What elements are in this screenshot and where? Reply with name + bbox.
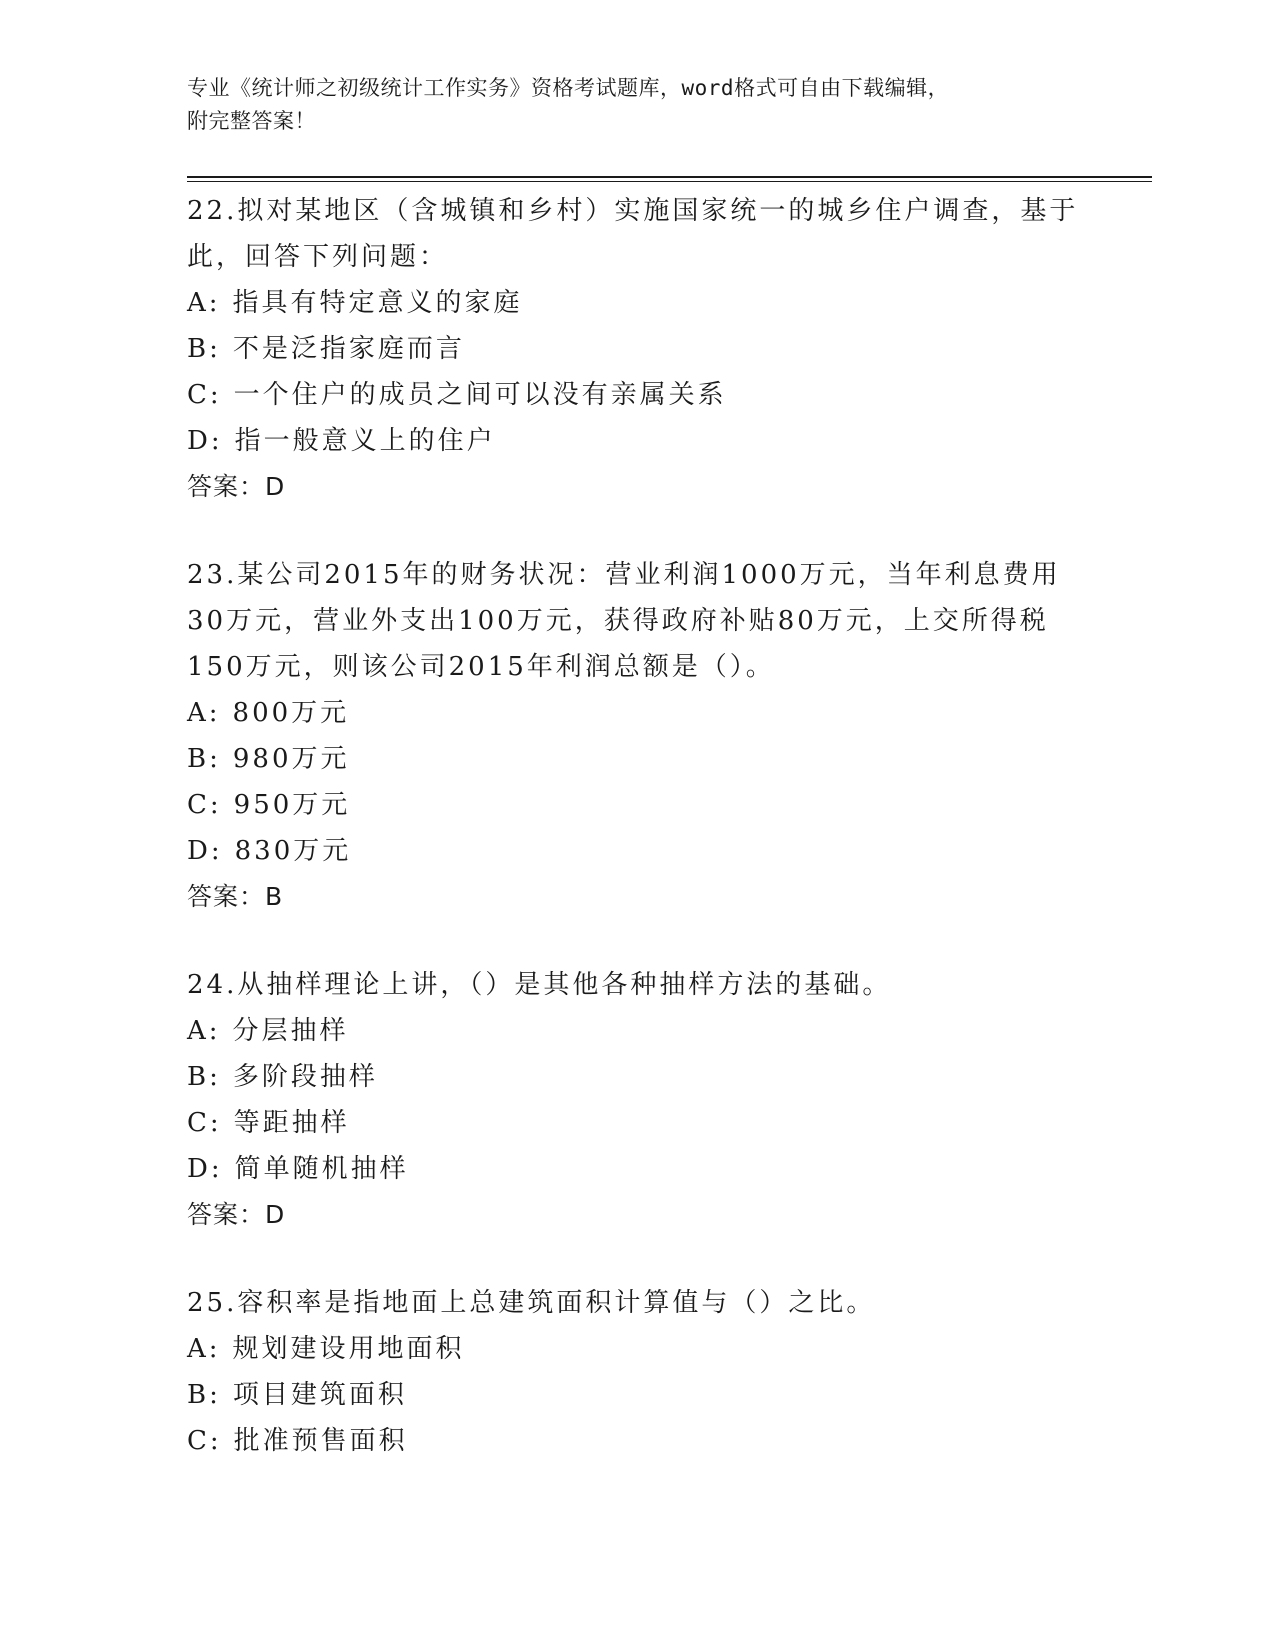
answer-line: 答案：D — [187, 472, 286, 501]
header-line-1: 专业《统计师之初级统计工作实务》资格考试题库，word格式可自由下载编辑， — [187, 76, 950, 100]
option-text: 分层抽样 — [232, 1016, 349, 1046]
option-text: 指一般意义上的住户 — [234, 426, 496, 456]
question-list — [187, 188, 1087, 1507]
option-text: 项目建筑面积 — [232, 1380, 407, 1410]
option-text: 950万元 — [233, 790, 351, 820]
option-c — [187, 1418, 1087, 1464]
question-stem: 22.拟对某地区（含城镇和乡村）实施国家统一的城乡住户调查，基于此，回答下列问题： — [187, 196, 1079, 272]
option-text: 多阶段抽样 — [232, 1062, 378, 1092]
option-key: A: — [187, 1016, 221, 1046]
option-c — [187, 1100, 1087, 1146]
option-c — [187, 372, 1087, 418]
question-stem: 25.容积率是指地面上总建筑面积计算值与（）之比。 — [187, 1288, 876, 1318]
question-25 — [187, 1280, 1087, 1464]
option-key: B: — [187, 744, 221, 774]
option-d — [187, 1146, 1087, 1192]
option-key: D: — [187, 1154, 223, 1184]
option-text: 一个住户的成员之间可以没有亲属关系 — [233, 380, 727, 410]
option-key: D: — [187, 426, 223, 456]
option-text: 800万元 — [232, 698, 350, 728]
answer-line: 答案：B — [187, 882, 284, 911]
option-text: 规划建设用地面积 — [232, 1334, 465, 1364]
option-a — [187, 690, 1087, 736]
option-b — [187, 326, 1087, 372]
option-text: 980万元 — [232, 744, 350, 774]
option-key: C: — [187, 1426, 222, 1456]
option-text: 批准预售面积 — [233, 1426, 408, 1456]
option-key: A: — [187, 288, 221, 318]
option-key: B: — [187, 334, 221, 364]
option-text: 指具有特定意义的家庭 — [232, 288, 523, 318]
option-key: C: — [187, 1108, 222, 1138]
answer-line: 答案：D — [187, 1200, 286, 1229]
option-a — [187, 1008, 1087, 1054]
option-b — [187, 736, 1087, 782]
header-divider-thick — [187, 176, 1152, 178]
document-header — [187, 72, 1067, 138]
question-stem: 24.从抽样理论上讲，（）是其他各种抽样方法的基础。 — [187, 970, 892, 1000]
question-23 — [187, 552, 1087, 919]
question-24 — [187, 962, 1087, 1237]
header-divider-thin — [187, 181, 1152, 182]
option-c — [187, 782, 1087, 828]
option-text: 简单随机抽样 — [234, 1154, 409, 1184]
option-key: C: — [187, 790, 222, 820]
question-stem: 23.某公司2015年的财务状况：营业利润1000万元，当年利息费用30万元，营业外支出100万元，获得政府补贴80万元，上交所得税150万元，则该公司2015年利润总额是（）。 — [187, 560, 1061, 682]
question-22 — [187, 188, 1087, 509]
option-b — [187, 1054, 1087, 1100]
option-a — [187, 280, 1087, 326]
option-d — [187, 828, 1087, 874]
option-key: B: — [187, 1380, 221, 1410]
option-d — [187, 418, 1087, 464]
option-text: 等距抽样 — [233, 1108, 350, 1138]
option-text: 830万元 — [234, 836, 352, 866]
option-key: C: — [187, 380, 222, 410]
header-line-2: 附完整答案！ — [187, 109, 316, 133]
option-key: D: — [187, 836, 223, 866]
option-key: A: — [187, 698, 221, 728]
option-key: B: — [187, 1062, 221, 1092]
option-a — [187, 1326, 1087, 1372]
option-key: A: — [187, 1334, 221, 1364]
option-b — [187, 1372, 1087, 1418]
option-text: 不是泛指家庭而言 — [232, 334, 465, 364]
